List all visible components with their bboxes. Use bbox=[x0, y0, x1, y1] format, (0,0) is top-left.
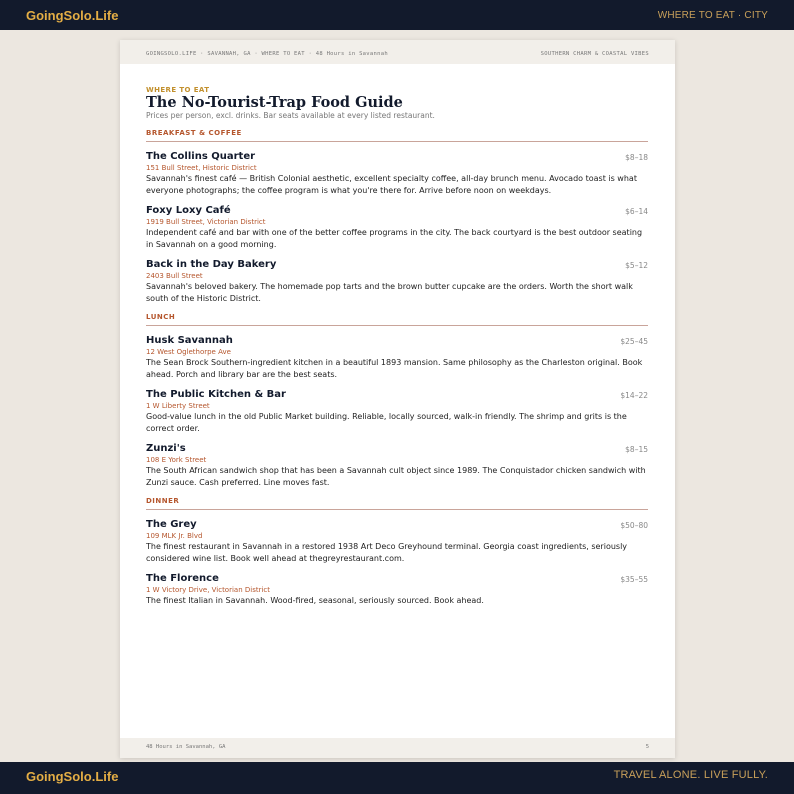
guide-page bbox=[120, 40, 675, 758]
restaurant-address: 108 E York Street bbox=[146, 456, 207, 464]
site-footer bbox=[0, 762, 794, 794]
list-item bbox=[146, 335, 648, 380]
guide-content bbox=[146, 86, 648, 607]
site-logo[interactable]: GoingSolo.Life bbox=[26, 8, 119, 23]
restaurant-name: Foxy Loxy Café bbox=[146, 205, 231, 216]
price-range: $8–18 bbox=[625, 153, 648, 162]
list-item bbox=[146, 519, 648, 564]
restaurant-address: 151 Bull Street, Historic District bbox=[146, 164, 257, 172]
list-item bbox=[146, 443, 648, 488]
restaurant-name: Back in the Day Bakery bbox=[146, 259, 277, 270]
breadcrumb: GOINGSOLO.LIFE · SAVANNAH, GA · WHERE TO EAT · 48 Hours in Savannah bbox=[146, 51, 388, 57]
section-heading-breakfast: BREAKFAST & COFFEE bbox=[146, 129, 648, 142]
restaurant-description: Savannah's finest café — British Colonial aesthetic, excellent specialty coffee, all-day brunch menu. Avocado toast is what everyone photographs; the coffee program is what you're there for. Arrive before noon on weekdays. bbox=[146, 174, 637, 195]
restaurant-name: The Public Kitchen & Bar bbox=[146, 389, 286, 400]
restaurant-description: Independent café and bar with one of the better coffee programs in the city. The back courtyard is the best outdoor seating in Savannah on a good morning. bbox=[146, 228, 643, 249]
footer-slogan: TRAVEL ALONE. LIVE FULLY. bbox=[613, 769, 768, 781]
section-heading-lunch: LUNCH bbox=[146, 313, 648, 326]
restaurant-description: Savannah's beloved bakery. The homemade pop tarts and the brown butter cupcake are the orders. Worth the short walk south of the Historic District. bbox=[146, 282, 633, 303]
list-item bbox=[146, 259, 648, 304]
section-heading-dinner: DINNER bbox=[146, 497, 648, 510]
page-tagline: SOUTHERN CHARM & COASTAL VIBES bbox=[540, 51, 649, 57]
list-item bbox=[146, 151, 648, 196]
restaurant-name: Zunzi's bbox=[146, 443, 186, 454]
guide-subtitle: Prices per person, excl. drinks. Bar seats available at every listed restaurant. bbox=[146, 111, 435, 120]
price-range: $35–55 bbox=[620, 575, 648, 584]
restaurant-name: The Florence bbox=[146, 573, 219, 584]
price-range: $50–80 bbox=[620, 521, 648, 530]
price-range: $14–22 bbox=[620, 391, 648, 400]
restaurant-description: The finest restaurant in Savannah in a restored 1938 Art Deco Greyhound terminal. Georgia coast ingredients, seriously considered wine list. Book well ahead at thegreyrestaurant.com. bbox=[146, 542, 628, 563]
restaurant-address: 1 W Liberty Street bbox=[146, 402, 210, 410]
restaurant-description: Good-value lunch in the old Public Market building. Reliable, locally sourced, walk-in friendly. The shrimp and grits is the correct order. bbox=[146, 412, 627, 433]
restaurant-address: 109 MLK Jr. Blvd bbox=[146, 532, 203, 540]
restaurant-name: The Grey bbox=[146, 519, 197, 530]
page-title: The No-Tourist-Trap Food Guide bbox=[146, 94, 403, 111]
restaurant-name: The Collins Quarter bbox=[146, 151, 256, 162]
restaurant-address: 1919 Bull Street, Victorian District bbox=[146, 218, 266, 226]
list-item bbox=[146, 389, 648, 434]
restaurant-name: Husk Savannah bbox=[146, 335, 233, 346]
restaurant-description: The finest Italian in Savannah. Wood-fired, seasonal, seriously sourced. Book ahead. bbox=[146, 596, 484, 605]
price-range: $25–45 bbox=[620, 337, 648, 346]
price-range: $5–12 bbox=[625, 261, 648, 270]
footer-logo[interactable]: GoingSolo.Life bbox=[26, 769, 119, 784]
restaurant-description: The South African sandwich shop that has been a Savannah cult object since 1989. The Conquistador chicken sandwich with Zunzi sauce. Cash preferred. Line moves fast. bbox=[146, 466, 646, 487]
restaurant-address: 2403 Bull Street bbox=[146, 272, 203, 280]
restaurant-address: 1 W Victory Drive, Victorian District bbox=[146, 586, 271, 594]
list-item bbox=[146, 205, 648, 250]
page-header bbox=[120, 40, 675, 64]
site-header bbox=[0, 0, 794, 30]
restaurant-description: The Sean Brock Southern-ingredient kitchen in a beautiful 1893 mansion. Same philosophy as the Charleston original. Book ahead. Porch and library bar are the best seats. bbox=[146, 358, 643, 379]
header-nav-label[interactable]: WHERE TO EAT · CITY bbox=[657, 10, 768, 21]
restaurant-address: 12 West Oglethorpe Ave bbox=[146, 348, 231, 356]
page-footer bbox=[120, 738, 675, 758]
list-item bbox=[146, 573, 648, 607]
guide-kicker: WHERE TO EAT bbox=[146, 86, 210, 94]
footer-title: 48 Hours in Savannah, GA bbox=[146, 744, 226, 750]
price-range: $6–14 bbox=[625, 207, 648, 216]
page-number: 5 bbox=[645, 744, 649, 750]
price-range: $8–15 bbox=[625, 445, 648, 454]
